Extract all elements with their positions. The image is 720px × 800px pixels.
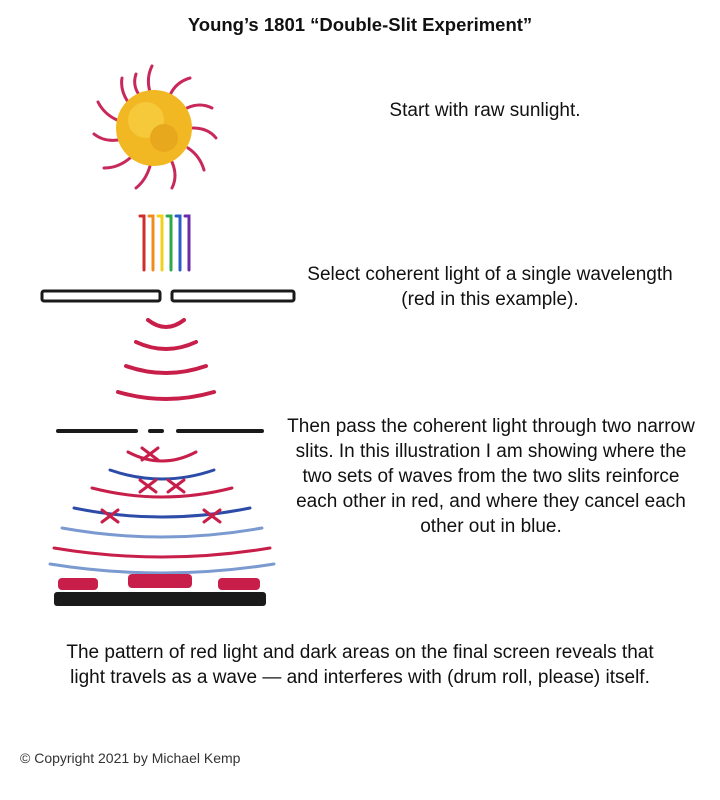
interference-arc	[74, 508, 250, 517]
filter-barrier-right	[172, 291, 294, 301]
coherent-waves	[118, 320, 214, 399]
spectrum-line	[176, 216, 180, 270]
title: Young’s 1801 “Double-Slit Experiment”	[187, 14, 533, 35]
sun-icon	[94, 66, 216, 188]
experiment-illustration	[0, 40, 320, 620]
wave-arc	[126, 366, 206, 373]
filter-barrier	[42, 291, 294, 301]
interference-arc	[62, 528, 262, 537]
final-screen	[54, 592, 266, 606]
reinforcement-mark	[140, 480, 156, 492]
reinforcement-mark	[142, 448, 158, 460]
caption-sunlight: Start with raw sunlight.	[389, 100, 581, 121]
copyright-notice: © Copyright 2021 by Michael Kemp	[20, 750, 241, 766]
bright-band	[218, 578, 260, 590]
interference-pattern	[50, 448, 274, 573]
interference-arc	[92, 488, 232, 497]
interference-arc	[50, 564, 274, 573]
caption-interference-pattern: The pattern of red light and dark areas on the final screen reveals that light travels as a wave — and interferes with (drum roll, please) itself.	[66, 642, 654, 688]
caption-double-slit: Then pass the coherent light through two narrow slits. In this illustration I am showing where the two sets of waves from the two slits reinforce each other in red, and where they cancel each other out in blue.	[287, 416, 695, 537]
interference-arc	[110, 470, 214, 479]
spectrum-line	[158, 216, 162, 270]
filter-barrier-left	[42, 291, 160, 301]
bright-band	[128, 574, 192, 588]
spectrum-rainbow	[140, 216, 189, 270]
spectrum-line	[140, 216, 144, 270]
spectrum-line	[167, 216, 171, 270]
wave-arc	[148, 320, 184, 327]
interference-arc	[128, 452, 196, 461]
wave-arc	[118, 392, 214, 399]
bright-band	[58, 578, 98, 590]
caption-coherent-light: Select coherent light of a single wavelength (red in this example).	[307, 264, 673, 310]
spectrum-line	[185, 216, 189, 270]
wave-arc	[136, 342, 196, 349]
interference-arc	[54, 548, 270, 557]
reinforcement-mark	[168, 480, 184, 492]
spectrum-line	[149, 216, 153, 270]
screen-bright-bands	[58, 574, 260, 590]
